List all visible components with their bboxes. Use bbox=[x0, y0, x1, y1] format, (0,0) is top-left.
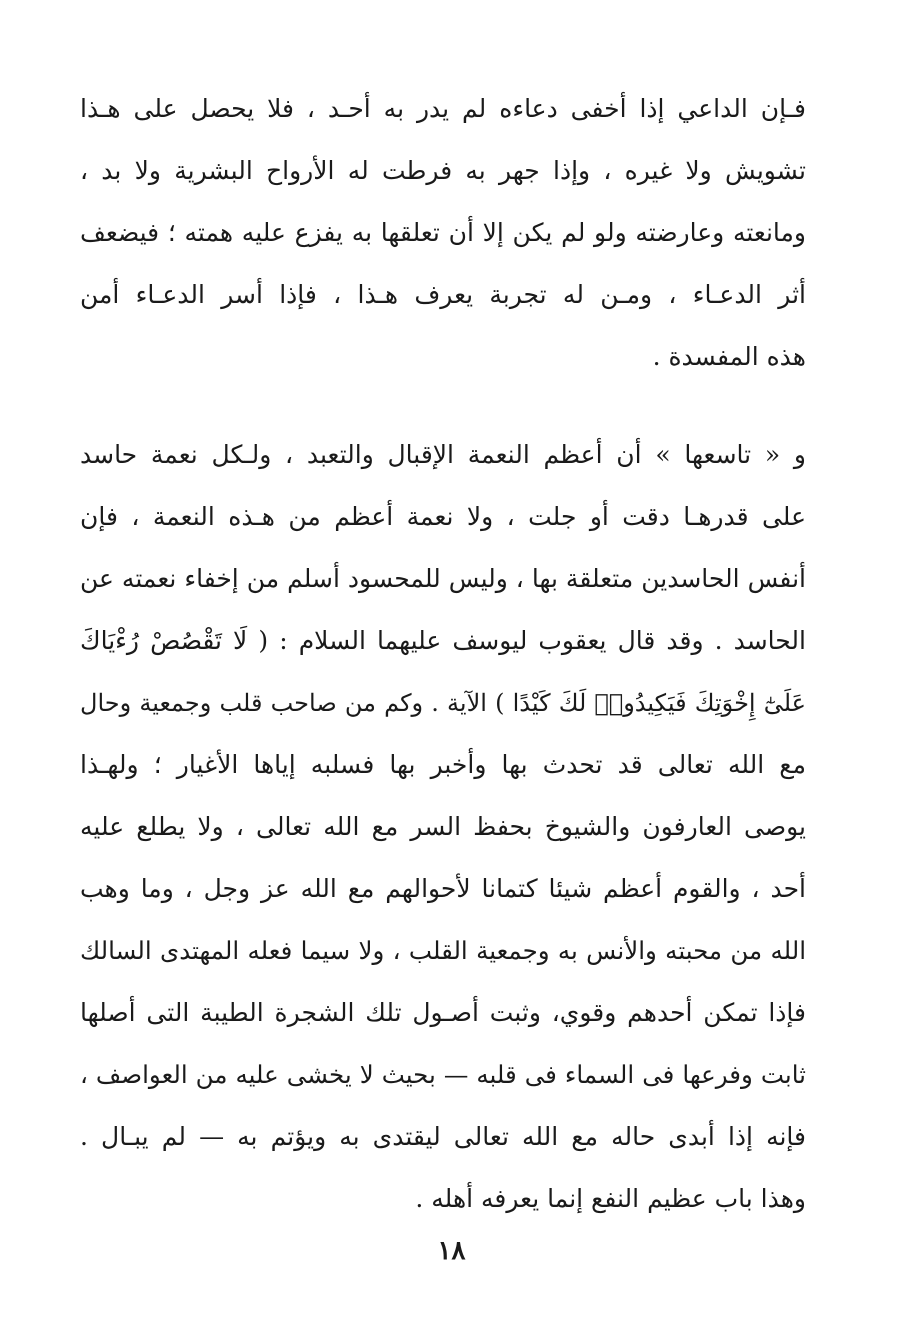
paragraph-line: فإذا تمكن أحدهم وقوي، وثبت أصـول تلك الشجرة الطيبة التى أصلها bbox=[80, 998, 806, 1027]
paragraph-line: و « تاسعها » أن أعظم النعمة الإقبال والتعبد ، ولـكل نعمة حاسد bbox=[80, 440, 806, 469]
paragraph-line: ثابت وفرعها فى السماء فى قلبه — بحيث لا يخشى عليه من العواصف ، bbox=[80, 1060, 806, 1089]
paragraph-1 bbox=[80, 78, 806, 388]
paragraph-line: فإنه إذا أبدى حاله مع الله تعالى ليقتدى به ويؤتم به — لم يبـال . bbox=[80, 1122, 806, 1151]
page-number: ١٨ bbox=[437, 1236, 466, 1266]
paragraph-line: الله من محبته والأنس به وجمعية القلب ، ولا سيما فعله المهتدى السالك bbox=[80, 936, 806, 965]
paragraph-line-with-verse: عَلَىٰٓ إِخْوَتِكَ فَيَكِيدُوا۟ لَكَ كَيْدًا ) الآية . وكم من صاحب قلب وجمعية وحال bbox=[80, 689, 806, 717]
paragraph-line: هذه المفسدة . bbox=[652, 342, 806, 371]
paragraph-line: تشويش ولا غيره ، وإذا جهر به فرطت له الأرواح البشرية ولا بد ، bbox=[80, 156, 806, 185]
paragraph-line: على قدرهـا دقت أو جلت ، ولا نعمة أعظم من هـذه النعمة ، فإن bbox=[80, 502, 806, 531]
paragraph-2 bbox=[80, 424, 806, 1230]
paragraph-line: أنفس الحاسدين متعلقة بها ، وليس للمحسود أسلم من إخفاء نعمته عن bbox=[80, 564, 806, 593]
paragraph-line: فـإن الداعي إذا أخفى دعاءه لم يدر به أحـد ، فلا يحصل على هـذا bbox=[80, 94, 806, 123]
paragraph-line: يوصى العارفون والشيوخ بحفظ السر مع الله تعالى ، ولا يطلع عليه bbox=[80, 812, 806, 841]
paragraph-line: وهذا باب عظيم النفع إنما يعرفه أهله . bbox=[415, 1184, 806, 1213]
paragraph-line-with-verse: الحاسد . وقد قال يعقوب ليوسف عليهما السلام : ( لَا تَقْصُصْ رُءْيَاكَ bbox=[80, 626, 806, 655]
paragraph-line: أثر الدعـاء ، ومـن له تجربة يعرف هـذا ، فإذا أسر الدعـاء أمن bbox=[80, 280, 806, 309]
paragraph-line: ومانعته وعارضته ولو لم يكن إلا أن تعلقها به يفزع عليه همته ؛ فيضعف bbox=[80, 218, 806, 247]
paragraph-line: أحد ، والقوم أعظم شيئا كتمانا لأحوالهم مع الله عز وجل ، وما وهب bbox=[80, 874, 806, 903]
paragraph-line: مع الله تعالى قد تحدث بها وأخبر بها فسلبه إياها الأغيار ؛ ولهـذا bbox=[80, 750, 806, 779]
